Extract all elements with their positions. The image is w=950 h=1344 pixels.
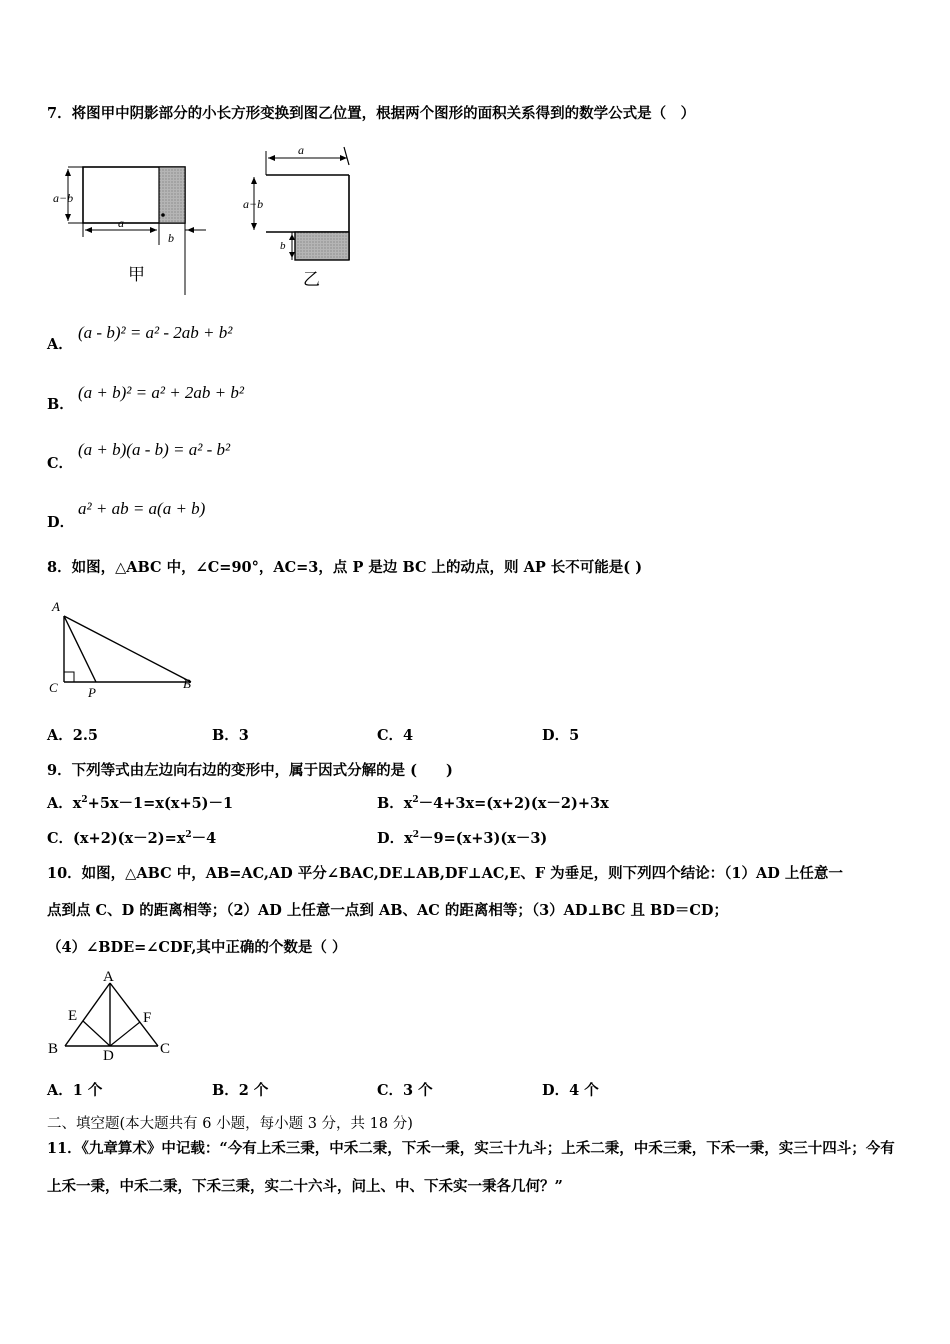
q7-option-c-formula: (a + b)(a - b) = a² - b² xyxy=(78,440,231,459)
point-f-label: F xyxy=(143,1010,152,1026)
q10-option-c: C．3 个 xyxy=(377,1082,433,1099)
point-c-label: C xyxy=(49,680,58,695)
yi-shaded-rectangle xyxy=(295,232,349,260)
q9-option-c: C．$(x+2)(x-2)=x^2-4$ xyxy=(47,830,217,847)
q7-option-d-formula: a² + ab = a(a + b) xyxy=(78,499,206,518)
q10-option-d: D．4 个 xyxy=(542,1082,599,1099)
q7-option-a-label: A． xyxy=(47,336,73,353)
q10-line-1: 10．如图，△ABC 中，AB=AC,AD 平分∠BAC,DE⊥AB,DF⊥AC,E、F 为垂足，则下列四个结论：（1）AD 上任意一 xyxy=(47,865,843,882)
q8-option-d: D．5 xyxy=(542,727,580,744)
q8-option-b: B．3 xyxy=(212,727,249,744)
segment-df xyxy=(110,1022,140,1046)
yi-label-a: a xyxy=(298,145,304,157)
point-a-label: A xyxy=(52,599,60,614)
q9-option-a: A．$x^2+5x-1=x(x+5)-1$ xyxy=(47,795,234,812)
q8-option-c: C．4 xyxy=(377,727,414,744)
q7-stem: 7．将图甲中阴影部分的小长方形变换到图乙位置，根据两个图形的面积关系得到的数学公式是（ ） xyxy=(47,105,696,122)
q7-figure-yi xyxy=(240,145,370,295)
yi-caption: 乙 xyxy=(303,270,320,289)
point-p-label: P xyxy=(88,685,96,700)
q9-option-b: B．$x^2-4+3x=(x+2)(x-2)+3x$ xyxy=(377,795,609,812)
q7-figure-jia xyxy=(48,145,218,300)
point-b-label: B xyxy=(48,1041,59,1057)
point-b-label: B xyxy=(183,676,191,691)
point-a-label: A xyxy=(103,969,114,985)
q8-stem: 8．如图，△ABC 中，∠C=90°，AC=3，点 P 是边 BC 上的动点，则 AP 长不可能是( ) xyxy=(47,559,643,576)
point-e-label: E xyxy=(68,1008,78,1024)
q8-option-a: A．2.5 xyxy=(47,727,98,744)
q7-option-c-label: C． xyxy=(47,455,74,472)
q7-option-b-label: B． xyxy=(47,396,74,413)
q8-figure xyxy=(44,596,204,701)
q10-option-b: B．2 个 xyxy=(212,1082,269,1099)
jia-caption: 甲 xyxy=(128,265,145,284)
q9-option-d: D．$x^2-9=(x+3)(x-3)$ xyxy=(377,830,548,847)
yi-label-b: b xyxy=(280,240,286,252)
q7-option-a-formula: (a - b)² = a² - 2ab + b² xyxy=(78,323,233,342)
q9-stem: 9．下列等式由左边向右边的变形中，属于因式分解的是 ( ) xyxy=(47,762,453,779)
q10-figure xyxy=(40,966,185,1062)
yi-label-ab: a−b xyxy=(243,197,264,211)
q7-option-d-label: D． xyxy=(47,514,75,531)
point-c-label: C xyxy=(160,1041,171,1057)
q10-line-3: （4）∠BDE=∠CDF,其中正确的个数是（ ） xyxy=(47,939,347,956)
q7-option-b-formula: (a + b)² = a² + 2ab + b² xyxy=(78,383,244,402)
jia-label-b: b xyxy=(168,231,174,245)
jia-label-a: a xyxy=(118,216,124,230)
q10-line-2: 点到点 C、D 的距离相等；（2）AD 上任意一点到 AB、AC 的距离相等；（3）AD⊥BC 且 BD＝CD； xyxy=(47,902,729,919)
q10-option-a: A．1 个 xyxy=(47,1082,103,1099)
segment-ab xyxy=(64,616,191,682)
jia-label-ab: a−b xyxy=(53,191,74,205)
q11-text: 11．《九章算术》中记载：“今有上禾三秉，中禾二秉，下禾一秉，实三十九斗；上禾二秉，中禾三秉，下禾一秉，实三十四斗；今有上禾一秉，中禾二秉，下禾三秉，实二十六斗，问上、中、下禾实一秉各几何？” xyxy=(47,1140,895,1195)
section-2-heading: 二、填空题(本大题共有 6 小题，每小题 3 分，共 18 分) xyxy=(47,1116,413,1132)
segment-de xyxy=(83,1021,110,1046)
point-d-label: D xyxy=(103,1048,114,1062)
